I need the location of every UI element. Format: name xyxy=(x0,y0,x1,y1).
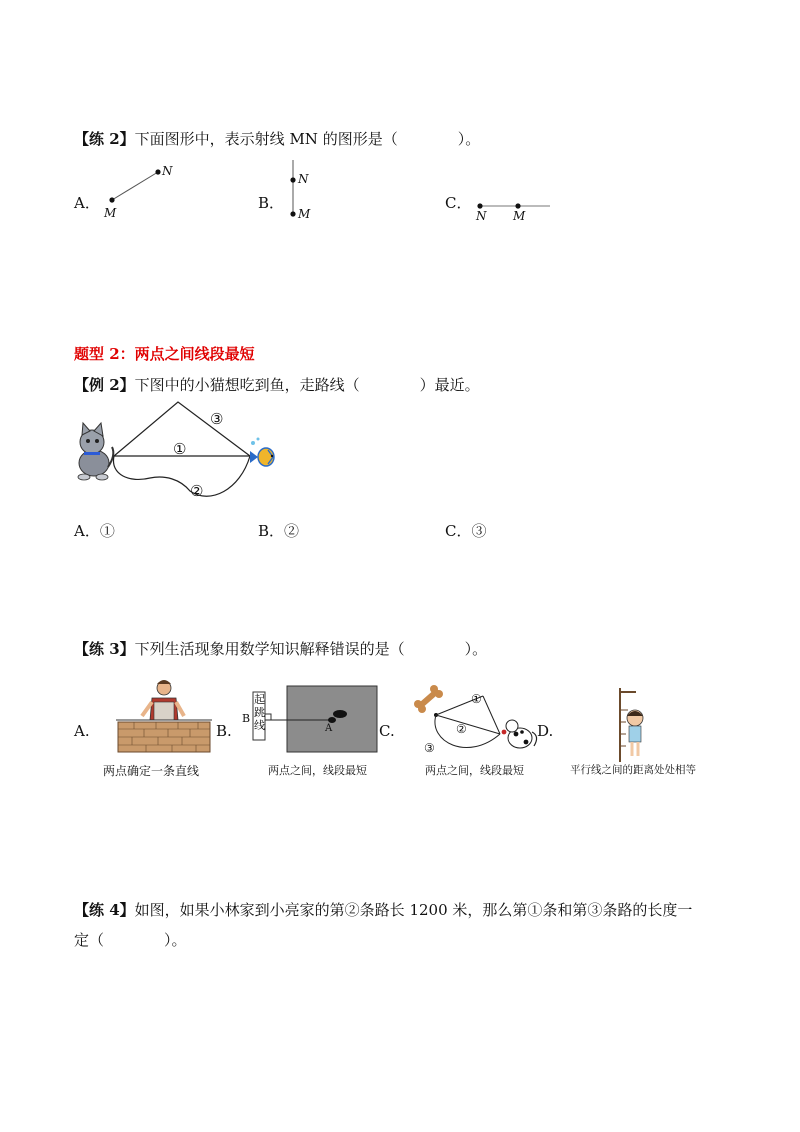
example2-option-c[interactable]: C．③ xyxy=(445,522,487,540)
practice3-question xyxy=(74,638,487,660)
practice3-option-b-point-b: B xyxy=(242,712,251,725)
practice3-option-c-route-1: ① xyxy=(471,692,482,706)
practice3-option-d-caption: 平行线之间的距离处处相等 xyxy=(570,764,696,776)
practice2-option-a-point-m: M xyxy=(104,206,117,220)
practice3-option-b-letter[interactable]: B. xyxy=(216,722,232,740)
example2-text: 下图中的小猫想吃到鱼，走路线（ ）最近。 xyxy=(134,376,480,394)
practice3-text: 下列生活现象用数学知识解释错误的是（ ）。 xyxy=(134,640,488,658)
practice2-option-a-letter[interactable]: A． xyxy=(74,194,100,212)
practice3-option-d-letter[interactable]: D. xyxy=(537,722,554,740)
practice4-question-line1 xyxy=(74,899,692,921)
practice3-option-a-image[interactable] xyxy=(114,676,214,756)
cat-icon xyxy=(78,423,113,480)
practice3-option-a-letter[interactable]: A. xyxy=(74,722,90,740)
example2-question xyxy=(74,374,480,396)
bricklayer-icon xyxy=(142,680,184,720)
practice3-option-a-caption: 两点确定一条直线 xyxy=(103,764,200,778)
practice3-tag: 【练 3】 xyxy=(74,640,135,658)
example2-route-label-3: ③ xyxy=(210,410,224,428)
bone-icon xyxy=(414,685,443,713)
practice2-option-c-point-n: N xyxy=(476,209,487,223)
practice3-option-c-route-3: ③ xyxy=(424,741,435,755)
practice2-option-a-point-n: N xyxy=(162,164,173,178)
practice2-option-b-point-n: N xyxy=(298,172,309,186)
practice2-option-c-point-m: M xyxy=(513,209,526,223)
practice3-option-c-route-2: ② xyxy=(456,722,467,736)
practice2-text: 下面图形中，表示射线 MN 的图形是（ ）。 xyxy=(134,130,481,148)
practice4-tag: 【练 4】 xyxy=(74,901,135,919)
practice3-option-b-point-a: A xyxy=(325,723,333,734)
practice2-option-b-letter[interactable]: B． xyxy=(258,194,285,212)
practice3-option-b-caption: 两点之间，线段最短 xyxy=(268,764,367,777)
practice2-option-c-letter[interactable]: C． xyxy=(445,194,472,212)
practice4-text-line1: 如图，如果小林家到小亮家的第②条路长 1200 米，那么第①条和第③条路的长度一 xyxy=(134,901,693,919)
practice3-option-c-letter[interactable]: C. xyxy=(379,722,395,740)
brick-wall-icon xyxy=(118,722,210,752)
example2-option-b[interactable]: B．② xyxy=(258,522,300,540)
fish-icon xyxy=(250,438,274,467)
practice3-option-c-caption: 两点之间，线段最短 xyxy=(425,764,524,777)
practice3-option-b-board: 起跳线 xyxy=(254,693,265,732)
section2-title: 题型 2：两点之间线段最短 xyxy=(74,345,255,363)
example2-tag: 【例 2】 xyxy=(74,376,135,394)
example2-option-a[interactable]: A．① xyxy=(74,522,115,540)
practice2-option-b-point-m: M xyxy=(298,207,311,221)
practice2-question xyxy=(74,128,480,150)
practice2-tag: 【练 2】 xyxy=(74,130,135,148)
child-icon xyxy=(627,710,643,756)
practice3-option-d-image[interactable] xyxy=(600,686,660,766)
practice4-question-line2: 定（ ）。 xyxy=(74,931,187,949)
example2-route-label-2: ② xyxy=(190,482,204,500)
dog-icon xyxy=(502,720,537,748)
example2-route-label-1: ① xyxy=(173,440,187,458)
